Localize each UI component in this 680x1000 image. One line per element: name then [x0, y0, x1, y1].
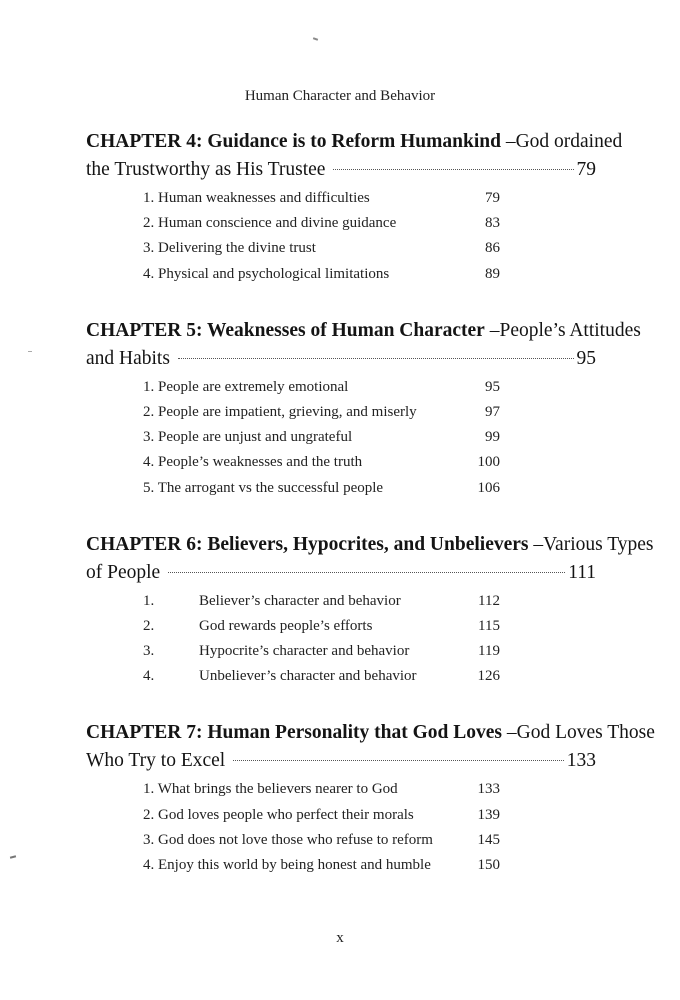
scan-artifact-mark [28, 351, 32, 352]
section-title [143, 266, 389, 283]
section-entry[interactable] [86, 215, 596, 240]
section-text: The arrogant vs the successful people [157, 479, 384, 496]
section-page-number: 150 [477, 857, 500, 873]
dot-leader [333, 169, 573, 170]
section-title [143, 429, 352, 446]
chapter-page-number: 95 [576, 347, 596, 369]
chapter-page-number: 111 [568, 561, 596, 583]
chapter-heading-continued [86, 747, 596, 775]
section-list [86, 781, 596, 882]
section-list [86, 190, 596, 291]
section-entry[interactable] [86, 404, 596, 429]
section-number: 4. [143, 265, 155, 282]
section-page-number: 79 [485, 190, 500, 206]
section-page-number: 112 [478, 592, 500, 609]
section-number: 3. [143, 429, 155, 446]
page-folio: x [336, 930, 344, 946]
dot-leader [178, 358, 574, 359]
chapter-heading-continued [86, 156, 596, 184]
section-title [143, 857, 431, 874]
chapter-page-number: 133 [566, 750, 596, 772]
chapter-subtitle-continued: Who Try to Excel [86, 750, 226, 772]
section-number: 3. [143, 831, 155, 848]
section-number: 5. [143, 479, 155, 496]
section-entry[interactable] [86, 618, 596, 643]
dot-leader [233, 760, 564, 761]
section-entry[interactable] [86, 379, 596, 404]
section-title [143, 454, 362, 471]
chapter-heading-continued [86, 345, 596, 373]
chapter-heading [86, 719, 655, 747]
section-text: Human weaknesses and difficulties [158, 190, 370, 206]
section-page-number: 126 [477, 668, 500, 685]
section-number: 1. [143, 781, 155, 798]
section-page-number: 83 [485, 215, 500, 232]
chapter-subtitle-continued: and Habits [86, 347, 170, 369]
section-page-number: 145 [477, 831, 500, 848]
section-number: 1. [143, 378, 155, 395]
section-entry[interactable] [86, 781, 596, 806]
chapter-subtitle: –God ordained [500, 131, 623, 152]
section-text: People are unjust and ungrateful [158, 429, 353, 446]
chapter-heading-continued [86, 559, 596, 587]
section-entry[interactable] [86, 266, 596, 291]
section-page-number: 115 [478, 617, 500, 634]
section-number: 1. [143, 190, 155, 206]
section-entry[interactable] [86, 807, 596, 832]
section-text: Hypocrite’s character and behavior [199, 643, 410, 660]
chapter-subtitle-continued: of People [86, 561, 161, 583]
section-page-number: 106 [477, 479, 500, 496]
section-text: Delivering the divine trust [158, 240, 316, 257]
section-number: 2. [143, 617, 155, 634]
chapter-title: CHAPTER 7: Human Personality that God Loves [86, 722, 503, 744]
chapter-subtitle: –People’s Attitudes [484, 319, 641, 341]
section-entry[interactable] [86, 454, 596, 479]
table-of-contents [86, 128, 655, 908]
section-page-number: 95 [485, 378, 500, 395]
section-number: 2. [143, 806, 155, 823]
section-title [143, 781, 398, 798]
scan-artifact-mark [313, 37, 318, 41]
section-entry[interactable] [86, 593, 596, 618]
running-head: Human Character and Behavior [244, 88, 436, 104]
dot-leader [168, 572, 565, 573]
chapter-entry[interactable] [86, 531, 654, 694]
section-number: 4. [143, 668, 155, 685]
section-text: Physical and psychological limitations [158, 265, 390, 282]
chapter-title: CHAPTER 6: Believers, Hypocrites, and Unbelievers [86, 533, 529, 555]
chapter-heading [86, 128, 623, 156]
chapter-subtitle: –Various Types [528, 533, 654, 555]
section-entry[interactable] [86, 668, 596, 693]
section-text: People’s weaknesses and the truth [158, 454, 363, 471]
section-entry[interactable] [86, 190, 596, 215]
section-page-number: 99 [485, 429, 500, 446]
section-title [143, 832, 433, 849]
section-entry[interactable] [86, 643, 596, 668]
section-title [143, 215, 396, 232]
section-entry[interactable] [86, 832, 596, 857]
section-page-number: 100 [477, 454, 500, 471]
section-title [143, 807, 414, 824]
section-entry[interactable] [86, 857, 596, 882]
section-title [143, 240, 316, 257]
section-text: Human conscience and divine guidance [158, 215, 397, 232]
chapter-subtitle-continued: the Trustworthy as His Trustee [86, 159, 326, 180]
section-page-number: 89 [485, 265, 500, 282]
chapter-heading [86, 317, 641, 345]
section-page-number: 119 [478, 643, 500, 660]
chapter-entry[interactable] [86, 128, 623, 291]
section-entry[interactable] [86, 240, 596, 265]
section-number: 1. [143, 592, 155, 609]
section-text: What brings the believers nearer to God [157, 781, 398, 798]
section-text: Believer’s character and behavior [199, 592, 401, 609]
section-number: 3. [143, 643, 155, 660]
chapter-title: CHAPTER 4: Guidance is to Reform Humankind [86, 131, 501, 152]
chapter-entry[interactable] [86, 317, 641, 505]
section-text: People are extremely emotional [158, 378, 349, 395]
section-number: 2. [143, 403, 155, 420]
section-number: 3. [143, 240, 155, 257]
section-text: People are impatient, grieving, and miserly [158, 403, 417, 420]
section-list [86, 593, 596, 694]
section-title [143, 480, 383, 497]
section-number: 4. [143, 454, 155, 471]
section-text: God rewards people’s efforts [199, 617, 373, 634]
section-page-number: 133 [477, 781, 500, 798]
section-number: 2. [143, 215, 155, 232]
section-title [143, 190, 370, 207]
chapter-subtitle: –God Loves Those [502, 722, 655, 744]
section-page-number: 86 [485, 240, 500, 257]
section-entry[interactable] [86, 480, 596, 505]
section-number: 4. [143, 857, 155, 873]
section-entry[interactable] [86, 429, 596, 454]
section-text: Enjoy this world by being honest and humble [158, 857, 431, 873]
section-text: God does not love those who refuse to reform [158, 831, 433, 848]
chapter-page-number: 79 [576, 159, 596, 180]
section-page-number: 97 [485, 403, 500, 420]
section-list [86, 379, 596, 505]
section-title [143, 379, 348, 396]
chapter-heading [86, 531, 654, 559]
section-title [143, 404, 417, 421]
section-text: God loves people who perfect their morals [158, 806, 414, 823]
chapter-title: CHAPTER 5: Weaknesses of Human Character [86, 319, 485, 341]
chapter-entry[interactable] [86, 719, 655, 882]
section-text: Unbeliever’s character and behavior [199, 668, 417, 685]
section-page-number: 139 [477, 806, 500, 823]
scan-artifact-mark [10, 855, 16, 858]
